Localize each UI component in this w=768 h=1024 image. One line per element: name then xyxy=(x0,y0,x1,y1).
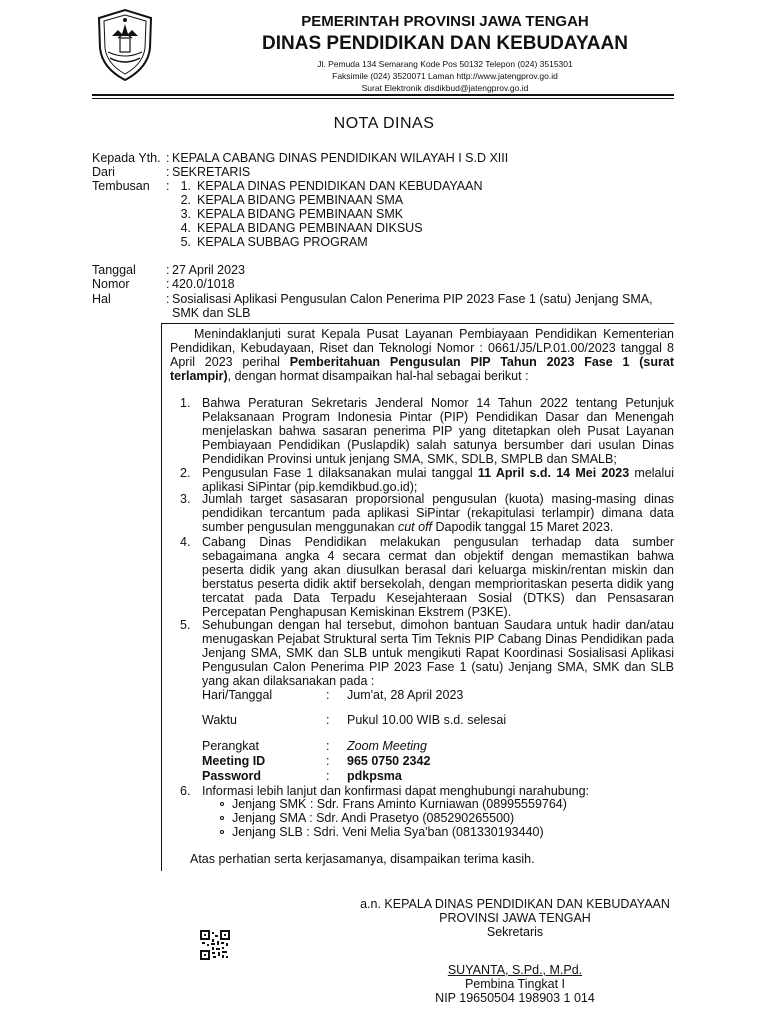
document-title: NOTA DINAS xyxy=(333,115,435,132)
signatory-nip: NIP 19650504 198903 1 014 xyxy=(435,991,595,1005)
nomor-value: 420.0/1018 xyxy=(172,277,235,291)
agency-fax: Faksimile (024) 3520071 Laman http://www.jatengprov.go.id xyxy=(332,71,558,81)
tembusan-label: Tembusan xyxy=(92,179,150,193)
dari-label: Dari xyxy=(92,165,115,179)
intro-subject: Pemberitahuan Pengusulan PIP Tahun 2023 Fase 1 (surat terlampir) xyxy=(170,355,674,383)
agency-address: Jl. Pemuda 134 Semarang Kode Pos 50132 Telepon (024) 3515301 xyxy=(317,59,573,69)
hal-colon: : xyxy=(166,292,170,306)
hal-value-line1: Sosialisasi Aplikasi Pengusulan Calon Penerima PIP 2023 Fase 1 (satu) Jenjang SMA, xyxy=(172,292,653,306)
list-item-3: 3. Jumlah target sasasaran proporsional pengusulan (kuota) masing-masing dinas pendidikan tercantum pada aplikasi SiPintar (rekapitulasi terlampir) dimana data sumber pengusulan menggunakan cut off Dapodik tanggal 15 Maret 2023. xyxy=(180,492,674,534)
jawa-tengah-emblem xyxy=(96,8,154,82)
qr-code-icon xyxy=(200,930,230,960)
kepada-label: Kepada Yth. xyxy=(92,151,161,165)
government-name: PEMERINTAH PROVINSI JAWA TENGAH xyxy=(301,13,589,30)
kepada-colon: : xyxy=(166,151,170,165)
tembusan-colon: : xyxy=(166,179,170,193)
pengusulan-dates: 11 April s.d. 14 Mei 2023 xyxy=(477,466,630,480)
signature-on-behalf: a.n. KEPALA DINAS PENDIDIKAN DAN KEBUDAYAAN xyxy=(360,897,670,911)
header-divider xyxy=(161,323,674,324)
dari-colon: : xyxy=(166,165,170,179)
letterhead-divider-thin xyxy=(92,98,674,99)
signatory-rank: Pembina Tingkat I xyxy=(464,977,566,991)
list-item-5: 5. Sehubungan dengan hal tersebut, dimohon bantuan Saudara untuk hadir dan/atau menugaskan Pejabat Struktural serta Tim Teknis PIP Cabang Dinas Pendidikan pada Jenjang SMA, SMK dan SLB untuk mengikuti Rapat Koordinasi Sosialisasi Aplikasi Pengusulan Calon Penerima PIP 2023 Fase 1 (satu) Jenjang SMA, SMK dan SLB yang akan dilaksanakan pada : xyxy=(180,618,674,688)
list-item-6: 6. Informasi lebih lanjut dan konfirmasi dapat menghubungi narahubung: xyxy=(180,784,590,798)
letterhead xyxy=(160,12,730,94)
tembusan-list: 1. KEPALA DINAS PENDIDIKAN DAN KEBUDAYAAN 2. KEPALA BIDANG PEMBINAAN SMA 3. KEPALA BIDANG PEMBINAAN SMK 4. KEPALA BIDANG PEMBINAAN DIKSUS 5. KEPALA SUBBAG PROGRAM xyxy=(180,179,483,249)
tanggal-colon: : xyxy=(166,263,170,277)
signature-position: Sekretaris xyxy=(486,925,544,939)
kepada-value: KEPALA CABANG DINAS PENDIDIKAN WILAYAH I S.D XIII xyxy=(172,151,509,165)
tanggal-label: Tanggal xyxy=(92,263,136,277)
agency-name: DINAS PENDIDIKAN DAN KEBUDAYAAN xyxy=(262,33,628,54)
intro-paragraph: Menindaklanjuti surat Kepala Pusat Layanan Pembiayaan Pendidikan Kementerian Pendidikan, Kebudayaan, Riset dan Teknologi Nomor : 0661/J5/LP.01.00/2023 tanggal 8 April 2023 perihal Pemberitahuan Pengusulan PIP Tahun 2023 Fase 1 (surat terlampir), dengan hormat disampaikan hal-hal sebagai berikut : xyxy=(170,327,674,383)
signatory-name: SUYANTA, S.Pd., M.Pd. xyxy=(447,963,583,977)
bullet-icon xyxy=(220,816,224,820)
dari-value: SEKRETARIS xyxy=(172,165,251,179)
hal-label: Hal xyxy=(92,292,111,306)
closing-sentence: Atas perhatian serta kerjasamanya, disampaikan terima kasih. xyxy=(190,852,535,866)
list-item-2: 2. Pengusulan Fase 1 dilaksanakan mulai tanggal 11 April s.d. 14 Mei 2023 melalui aplikasi SiPintar (pip.kemdikbud.go.id); xyxy=(180,466,675,494)
hal-value-line2: SMK dan SLB xyxy=(172,306,251,320)
letterhead-divider-thick xyxy=(92,94,674,96)
nomor-label: Nomor xyxy=(92,277,130,291)
margin-rule xyxy=(161,324,162,871)
tanggal-value: 27 April 2023 xyxy=(172,263,245,277)
list-item-4: 4. Cabang Dinas Pendidikan melakukan pengusulan terhadap data sumber sebagaimana angka 4 secara cermat dan objektif dengan memastikan bahwa peserta didik yang akan diusulkan berasal dari keluarga miskin/rentan miskin dan berstatus peserta didik aktif bersekolah, dengan memprioritaskan peserta didik yang tercatat pada Data Terpadu Kesejahteraan Sosial (DTKS) dan Pensasaran Percepatan Penghapusan Kemiskinan Ekstrem (P3KE). xyxy=(180,535,674,619)
agency-email: Surat Elektronik disdikbud@jatengprov.go.id xyxy=(361,83,529,93)
list-item-1: 1. Bahwa Peraturan Sekretaris Jenderal Nomor 14 Tahun 2022 tentang Petunjuk Pelaksanaan Program Indonesia Pintar (PIP) Pendidikan Dasar dan Menengah menjelaskan bahwa sasaran penerima PIP yang ditetapkan oleh Pusat Layanan Pembiayaan Pendidikan (Puslapdik) salah satunya bersumber dari usulan Dinas Pendidikan Provinsi untuk jenjang SMA, SMK, SDLB, SMPLB dan SMALB; xyxy=(180,396,674,466)
bullet-icon xyxy=(220,830,224,834)
signature-block xyxy=(340,897,690,1005)
nomor-colon: : xyxy=(166,277,170,291)
signature-province: PROVINSI JAWA TENGAH xyxy=(439,911,591,925)
bullet-icon xyxy=(220,802,224,806)
